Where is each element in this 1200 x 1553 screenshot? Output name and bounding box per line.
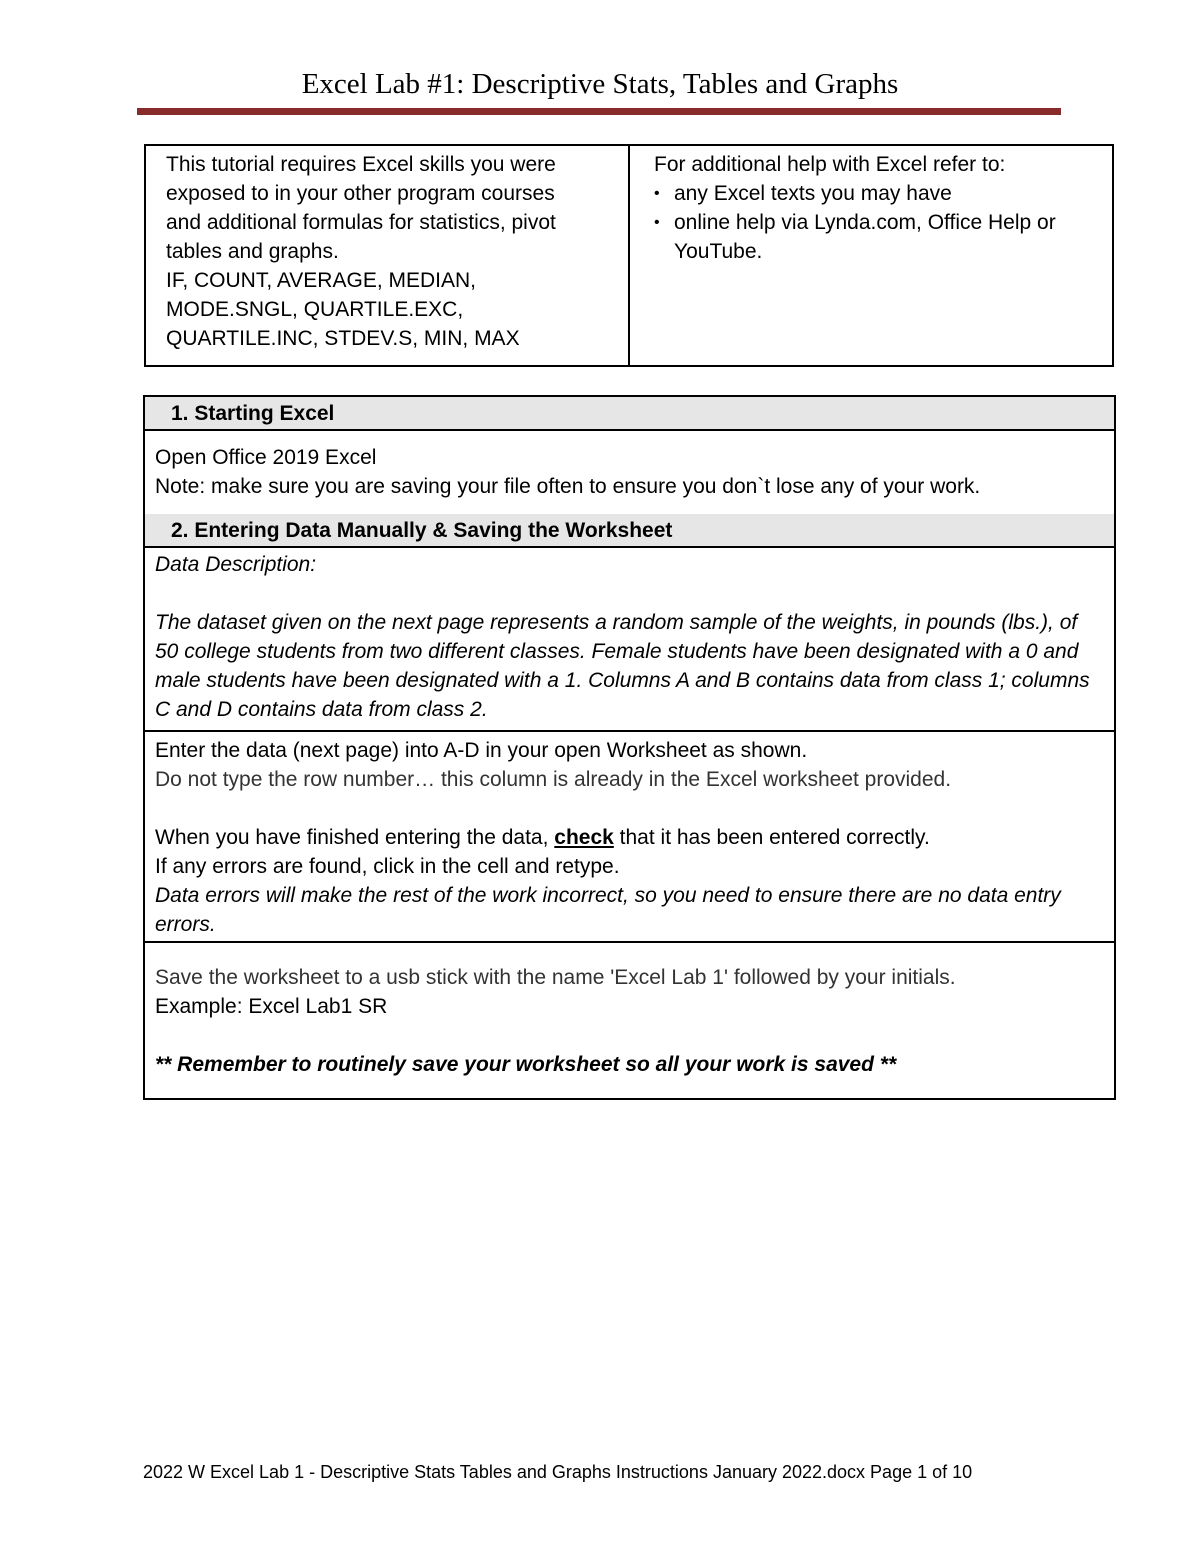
check-line: [155, 823, 1102, 852]
save-instruction: Save the worksheet to a usb stick with the name 'Excel Lab 1' followed by your initials.: [155, 966, 956, 989]
data-description-cell: [145, 548, 1114, 732]
save-often-note: Note: make sure you are saving your file often to ensure you don`t lose any of your work.: [155, 475, 981, 498]
help-item: • any Excel texts you may have: [654, 179, 1104, 208]
section-1-body: [145, 431, 1114, 514]
data-description-label: Data Description:: [155, 553, 317, 576]
requirements-line: MODE.SNGL, QUARTILE.EXC,: [166, 298, 464, 321]
check-emphasis: check: [554, 826, 614, 849]
errors-line: If any errors are found, click in the cell and retype.: [155, 855, 620, 878]
help-list: [654, 179, 1104, 266]
requirements-line: exposed to in your other program courses: [166, 182, 555, 205]
page-footer: 2022 W Excel Lab 1 - Descriptive Stats Tables and Graphs Instructions January 2022.docx Page 1 of 10: [143, 1462, 973, 1482]
section-2-header: 2. Entering Data Manually & Saving the Worksheet: [145, 514, 1114, 548]
save-example: Example: Excel Lab1 SR: [155, 995, 388, 1018]
document-title: Excel Lab #1: Descriptive Stats, Tables and Graphs: [301, 68, 899, 100]
help-heading: For additional help with Excel refer to:: [654, 153, 1006, 176]
remember-note: ** Remember to routinely save your worksheet so all your work is saved **: [155, 1053, 897, 1076]
check-after: that it has been entered correctly.: [613, 826, 930, 849]
help-item: • online help via Lynda.com, Office Help or YouTube.: [654, 208, 1104, 266]
requirements-line: This tutorial requires Excel skills you were: [166, 153, 556, 176]
enter-data-cell: [145, 732, 1114, 943]
requirements-line: IF, COUNT, AVERAGE, MEDIAN,: [166, 269, 476, 292]
open-excel-line: Open Office 2019 Excel: [155, 446, 377, 469]
check-before: When you have finished entering the data,: [155, 826, 555, 849]
title-divider: [137, 108, 1061, 115]
intro-help: [630, 146, 1112, 365]
intro-table: [144, 144, 1114, 367]
enter-data-line: Enter the data (next page) into A-D in your open Worksheet as shown.: [155, 739, 808, 762]
section-1-header: 1. Starting Excel: [145, 397, 1114, 431]
row-number-note: Do not type the row number… this column is already in the Excel worksheet provided.: [155, 768, 952, 791]
errors-warning: Data errors will make the rest of the work incorrect, so you need to ensure there are no data entry errors.: [155, 884, 1061, 936]
data-description-text: The dataset given on the next page represents a random sample of the weights, in pounds (lbs.), of 50 college students from two different classes. Female students have been designated with a 0 and male students have been designated with a 1. Columns A and B contains data from class 1; columns C and D contains data from class 2.: [155, 611, 1090, 721]
instructions-table: [143, 395, 1116, 1100]
save-worksheet-cell: [145, 943, 1114, 1098]
requirements-line: tables and graphs.: [166, 240, 339, 263]
requirements-line: QUARTILE.INC, STDEV.S, MIN, MAX: [166, 327, 520, 350]
intro-requirements: [146, 146, 630, 365]
requirements-line: and additional formulas for statistics, pivot: [166, 211, 556, 234]
